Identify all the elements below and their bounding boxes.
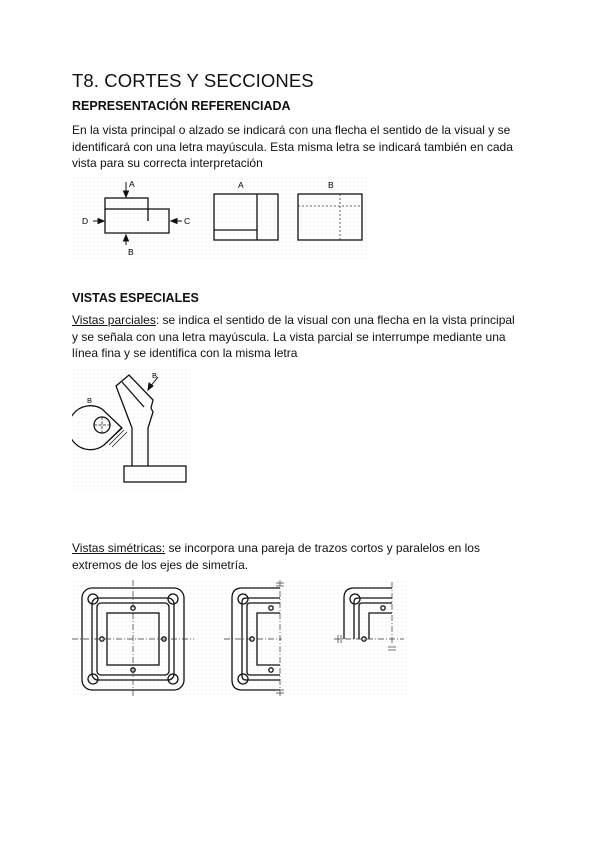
arrow-label-left: D: [82, 216, 89, 226]
paragraph-line: [72, 312, 532, 329]
paragraph-line: [72, 540, 532, 557]
page-title: T8. CORTES Y SECCIONES: [72, 70, 314, 91]
view-a-drawing: [214, 194, 278, 240]
partial-view-label: B: [87, 396, 93, 405]
section-heading-special-views: VISTAS ESPECIALES: [72, 291, 199, 305]
term-symmetric-views: Vistas simétricas:: [72, 541, 166, 555]
paragraph-line: línea fina y se identifica con la misma letra: [72, 346, 298, 360]
symmetric-views-text: se incorpora una pareja de trazos cortos y paralelos en los: [165, 541, 480, 555]
partial-arrow-label: B: [152, 371, 158, 380]
arrow-label-top: A: [129, 179, 135, 189]
paragraph-line: y se señala con una letra mayúscula. La vista parcial se interrumpe mediante una: [72, 329, 506, 344]
view-label-a: A: [238, 180, 244, 190]
paragraph-line: extremos de los ejes de simetría.: [72, 557, 249, 572]
paragraph-line: identificará con una letra mayúscula. Esta misma letra se indicará también en cada: [72, 139, 513, 154]
view-b-drawing: [298, 194, 362, 240]
paragraph-line: vista para su correcta interpretación: [72, 156, 263, 170]
paragraph-partial-views: [72, 312, 532, 362]
arrow-label-bottom: B: [128, 247, 134, 257]
figure-symmetric-views: [72, 580, 408, 696]
referenced-views-drawing: [72, 176, 367, 260]
paragraph-referenced: [72, 122, 532, 172]
partial-views-text: : se indica el sentido de la visual con una flecha en la vista principal: [155, 313, 515, 327]
term-partial-views: Vistas parciales: [72, 313, 156, 327]
paragraph-symmetric-views: [72, 540, 532, 573]
arrow-label-right: C: [184, 216, 191, 226]
section-heading-referenced: REPRESENTACIÓN REFERENCIADA: [72, 99, 291, 113]
symmetric-views-drawing: [72, 580, 408, 696]
partial-view-drawing: [72, 368, 190, 490]
figure-referenced-views: [72, 176, 367, 260]
figure-partial-view: [72, 368, 190, 490]
symmetric-quarter-view: [344, 588, 392, 641]
view-label-b: B: [328, 180, 334, 190]
paragraph-line: En la vista principal o alzado se indicará con una flecha el sentido de la visual y se: [72, 123, 511, 137]
